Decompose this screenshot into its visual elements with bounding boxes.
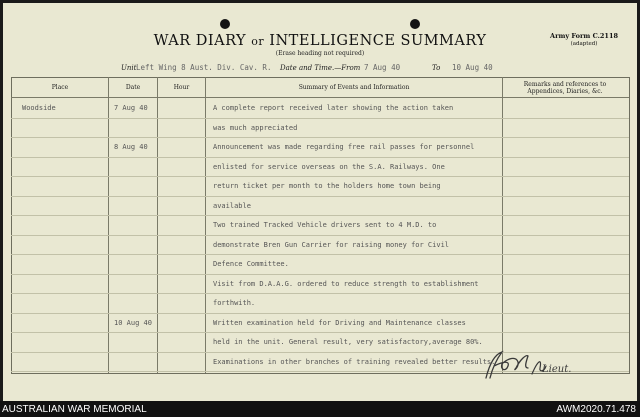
column-divider bbox=[108, 77, 109, 373]
row-rule bbox=[11, 196, 629, 197]
entry-date: 10 Aug 40 bbox=[114, 318, 152, 327]
erase-note: (Erase heading not required) bbox=[275, 50, 365, 57]
entry-place: Woodside bbox=[22, 104, 56, 112]
row-rule bbox=[11, 157, 629, 158]
row-rule bbox=[11, 254, 629, 255]
entry-text: return ticket per month to the holders home town being bbox=[213, 182, 441, 190]
date-time-label: Date and Time.—From bbox=[280, 64, 361, 72]
row-rule bbox=[11, 137, 629, 138]
row-rule bbox=[11, 313, 629, 314]
unit-value: Left Wing 8 Aust. Div. Cav. R. bbox=[136, 63, 272, 72]
entry-text: A complete report received later showing the action taken bbox=[213, 104, 454, 112]
army-form-adapted: (adapted) bbox=[570, 41, 598, 47]
column-divider bbox=[157, 77, 158, 373]
army-form-label bbox=[550, 32, 618, 48]
title-war-diary: WAR DIARY bbox=[153, 33, 247, 49]
entry-text: Defence Committee. bbox=[213, 260, 289, 268]
to-date: 10 Aug 40 bbox=[452, 63, 493, 72]
entry-text: Written examination held for Driving and Maintenance classes bbox=[213, 318, 466, 327]
title-intelligence-summary: INTELLIGENCE SUMMARY bbox=[269, 33, 487, 49]
column-header-date: Date bbox=[125, 84, 141, 91]
row-rule bbox=[11, 274, 629, 275]
entry-text: available bbox=[213, 201, 251, 210]
signature bbox=[482, 348, 582, 382]
footer-source: AUSTRALIAN WAR MEMORIAL bbox=[2, 404, 147, 415]
row-rule bbox=[11, 332, 629, 333]
row-rule bbox=[11, 293, 629, 294]
punch-hole bbox=[410, 19, 420, 29]
row-rule bbox=[11, 118, 629, 119]
entry-text: demonstrate Bren Gun Carrier for raising money for Civil bbox=[213, 240, 450, 249]
punch-hole bbox=[220, 19, 230, 29]
column-header-place: Place bbox=[51, 84, 69, 91]
entry-date: 7 Aug 40 bbox=[114, 104, 148, 112]
entry-text: was much appreciated bbox=[213, 123, 298, 132]
footer-accession: AWM2020.71.478 bbox=[556, 404, 636, 415]
entry-text: forthwith. bbox=[213, 299, 256, 307]
entry-text: enlisted for service overseas on the S.A. Railways. One bbox=[213, 162, 445, 171]
form-title bbox=[0, 33, 640, 49]
entry-text: Examinations in other branches of training revealed better results. bbox=[213, 357, 496, 366]
row-rule bbox=[11, 215, 629, 216]
entry-text: Visit from D.A.A.G. ordered to reduce strength to establishment bbox=[213, 279, 479, 288]
column-divider bbox=[205, 77, 206, 373]
unit-line bbox=[0, 62, 640, 74]
entry-date: 8 Aug 40 bbox=[114, 143, 148, 151]
unit-label: Unit bbox=[121, 64, 137, 72]
column-header-summary: Summary of Events and Information bbox=[298, 84, 410, 91]
column-header-remarks: Remarks and references to Appendices, Diaries, &c. bbox=[523, 81, 607, 95]
title-or: or bbox=[251, 35, 265, 48]
footer-bar bbox=[0, 401, 640, 417]
to-label: To bbox=[432, 64, 441, 72]
from-date: 7 Aug 40 bbox=[364, 63, 401, 72]
entry-text: Two trained Tracked Vehicle drivers sent to 4 M.D. to bbox=[213, 221, 437, 229]
column-header-hour: Hour bbox=[173, 84, 190, 91]
row-rule bbox=[11, 176, 629, 177]
entry-text: Announcement was made regarding free rail passes for personnel bbox=[213, 143, 475, 151]
signature-rank: Lieut. bbox=[542, 364, 572, 375]
row-rule bbox=[11, 235, 629, 236]
column-divider bbox=[502, 77, 503, 373]
entry-text: held in the unit. General result, very satisfactory,average 80%. bbox=[213, 338, 483, 346]
army-form-number: Army Form C.2118 bbox=[550, 32, 618, 40]
header-row-divider bbox=[11, 97, 629, 98]
